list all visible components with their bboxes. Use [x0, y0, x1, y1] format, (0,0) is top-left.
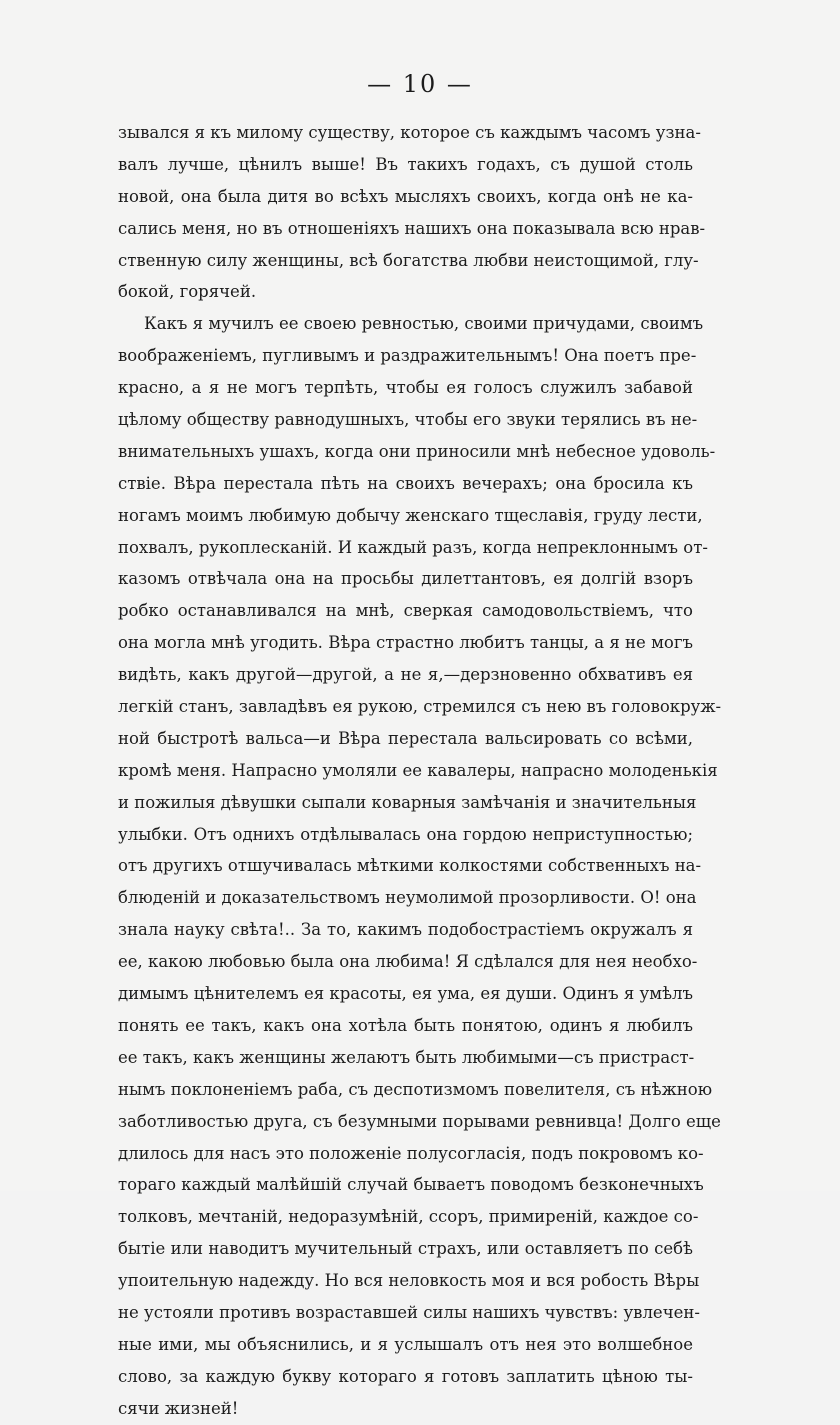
body-text [118, 117, 722, 1425]
text-line: димымъ цѣнителемъ ея красоты, ея ума, ея души. Одинъ я умѣлъ [118, 984, 693, 1004]
text-line: похвалъ, рукоплесканій. И каждый разъ, когда непреклоннымъ от- [118, 537, 708, 557]
text-line: она могла мнѣ угодить. Вѣра страстно любитъ танцы, а я не могъ [118, 633, 693, 653]
text-line: слово, за каждую букву котораго я готовъ заплатить цѣною ты- [118, 1366, 693, 1386]
text-line: заботливостью друга, съ безумными порывами ревнивца! Долго еще [118, 1111, 721, 1131]
text-line: робко останавливался на мнѣ, сверкая самодовольствіемъ, что [118, 601, 693, 621]
text-line: казомъ отвѣчала она на просьбы дилеттантовъ, ея долгій взоръ [118, 569, 693, 589]
text-line: воображеніемъ, пугливымъ и раздражительнымъ! Она поетъ пре- [118, 346, 697, 366]
text-line: ственную силу женщины, всѣ богатства любви неистощимой, глу- [118, 250, 699, 270]
text-line: видѣть, какъ другой—другой, а не я,—дерзновенно обхвативъ ея [118, 665, 693, 685]
text-line: улыбки. Отъ однихъ отдѣлывалась она гордою неприступностью; [118, 824, 693, 844]
text-line: блюденій и доказательствомъ неумолимой прозорливости. О! она [118, 888, 697, 908]
text-line: бытіе или наводитъ мучительный страхъ, или оставляетъ по себѣ [118, 1239, 693, 1259]
text-line: упоительную надежду. Но вся неловкость моя и вся робость Вѣры [118, 1271, 700, 1291]
text-line: отъ другихъ отшучивалась мѣткими колкостями собственныхъ на- [118, 856, 702, 876]
text-line: и пожилыя дѣвушки сыпали коварныя замѣчанія и значительныя [118, 792, 697, 812]
text-line: кромѣ меня. Напрасно умоляли ее кавалеры, напрасно молоденькія [118, 760, 718, 780]
text-line: легкій станъ, завладѣвъ ея рукою, стремился съ нею въ головокруж- [118, 697, 722, 717]
text-line: толковъ, мечтаній, недоразумѣній, ссоръ, примиреній, каждое со- [118, 1207, 699, 1227]
text-line: длилось для насъ это положеніе полусогласія, подъ покровомъ ко- [118, 1143, 704, 1163]
text-line: ее, какою любовью была она любима! Я сдѣлался для нея необхо- [118, 952, 698, 972]
text-line: нымъ поклоненіемъ раба, съ деспотизмомъ повелителя, съ нѣжною [118, 1079, 713, 1099]
text-line: внимательныхъ ушахъ, когда они приносили мнѣ небесное удоволь- [118, 441, 716, 461]
text-line: знала науку свѣта!.. За то, какимъ подобострастіемъ окружалъ я [118, 920, 693, 940]
text-line: ные ими, мы объяснились, и я услышалъ отъ нея это волшебное [118, 1334, 693, 1354]
text-line: ствіе. Вѣра перестала пѣть на своихъ вечерахъ; она бросила къ [118, 473, 693, 493]
text-line: ногамъ моимъ любимую добычу женскаго тщеславія, груду лести, [118, 505, 703, 525]
page-number: — 10 — [367, 70, 473, 98]
text-line: понять ее такъ, какъ она хотѣла быть понятою, одинъ я любилъ [118, 1015, 693, 1035]
text-line: валъ лучше, цѣнилъ выше! Въ такихъ годахъ, съ душой столь [118, 154, 693, 174]
text-line: сячи жизней! [118, 1398, 239, 1418]
text-line: тораго каждый малѣйшій случай бываетъ поводомъ безконечныхъ [118, 1175, 704, 1195]
text-line: красно, а я не могъ терпѣть, чтобы ея голосъ служилъ забавой [118, 378, 693, 398]
text-line: бокой, горячей. [118, 282, 257, 302]
text-line: цѣлому обществу равнодушныхъ, чтобы его звуки терялись въ не- [118, 410, 698, 430]
text-line: зывался я къ милому существу, которое съ каждымъ часомъ узна- [118, 123, 701, 142]
text-line: ее такъ, какъ женщины желаютъ быть любимыми—съ пристраст- [118, 1047, 695, 1067]
text-line: сались меня, но въ отношеніяхъ нашихъ она показывала всю нрав- [118, 218, 706, 238]
text-line: новой, она была дитя во всѣхъ мысляхъ своихъ, когда онѣ не ка- [118, 186, 693, 206]
text-line: не устояли противъ возраставшей силы нашихъ чувствъ: увлечен- [118, 1302, 700, 1322]
text-line: Какъ я мучилъ ее своею ревностью, своими причудами, своимъ [144, 314, 704, 334]
text-line: ной быстротѣ вальса—и Вѣра перестала вальсировать со всѣми, [118, 728, 693, 748]
